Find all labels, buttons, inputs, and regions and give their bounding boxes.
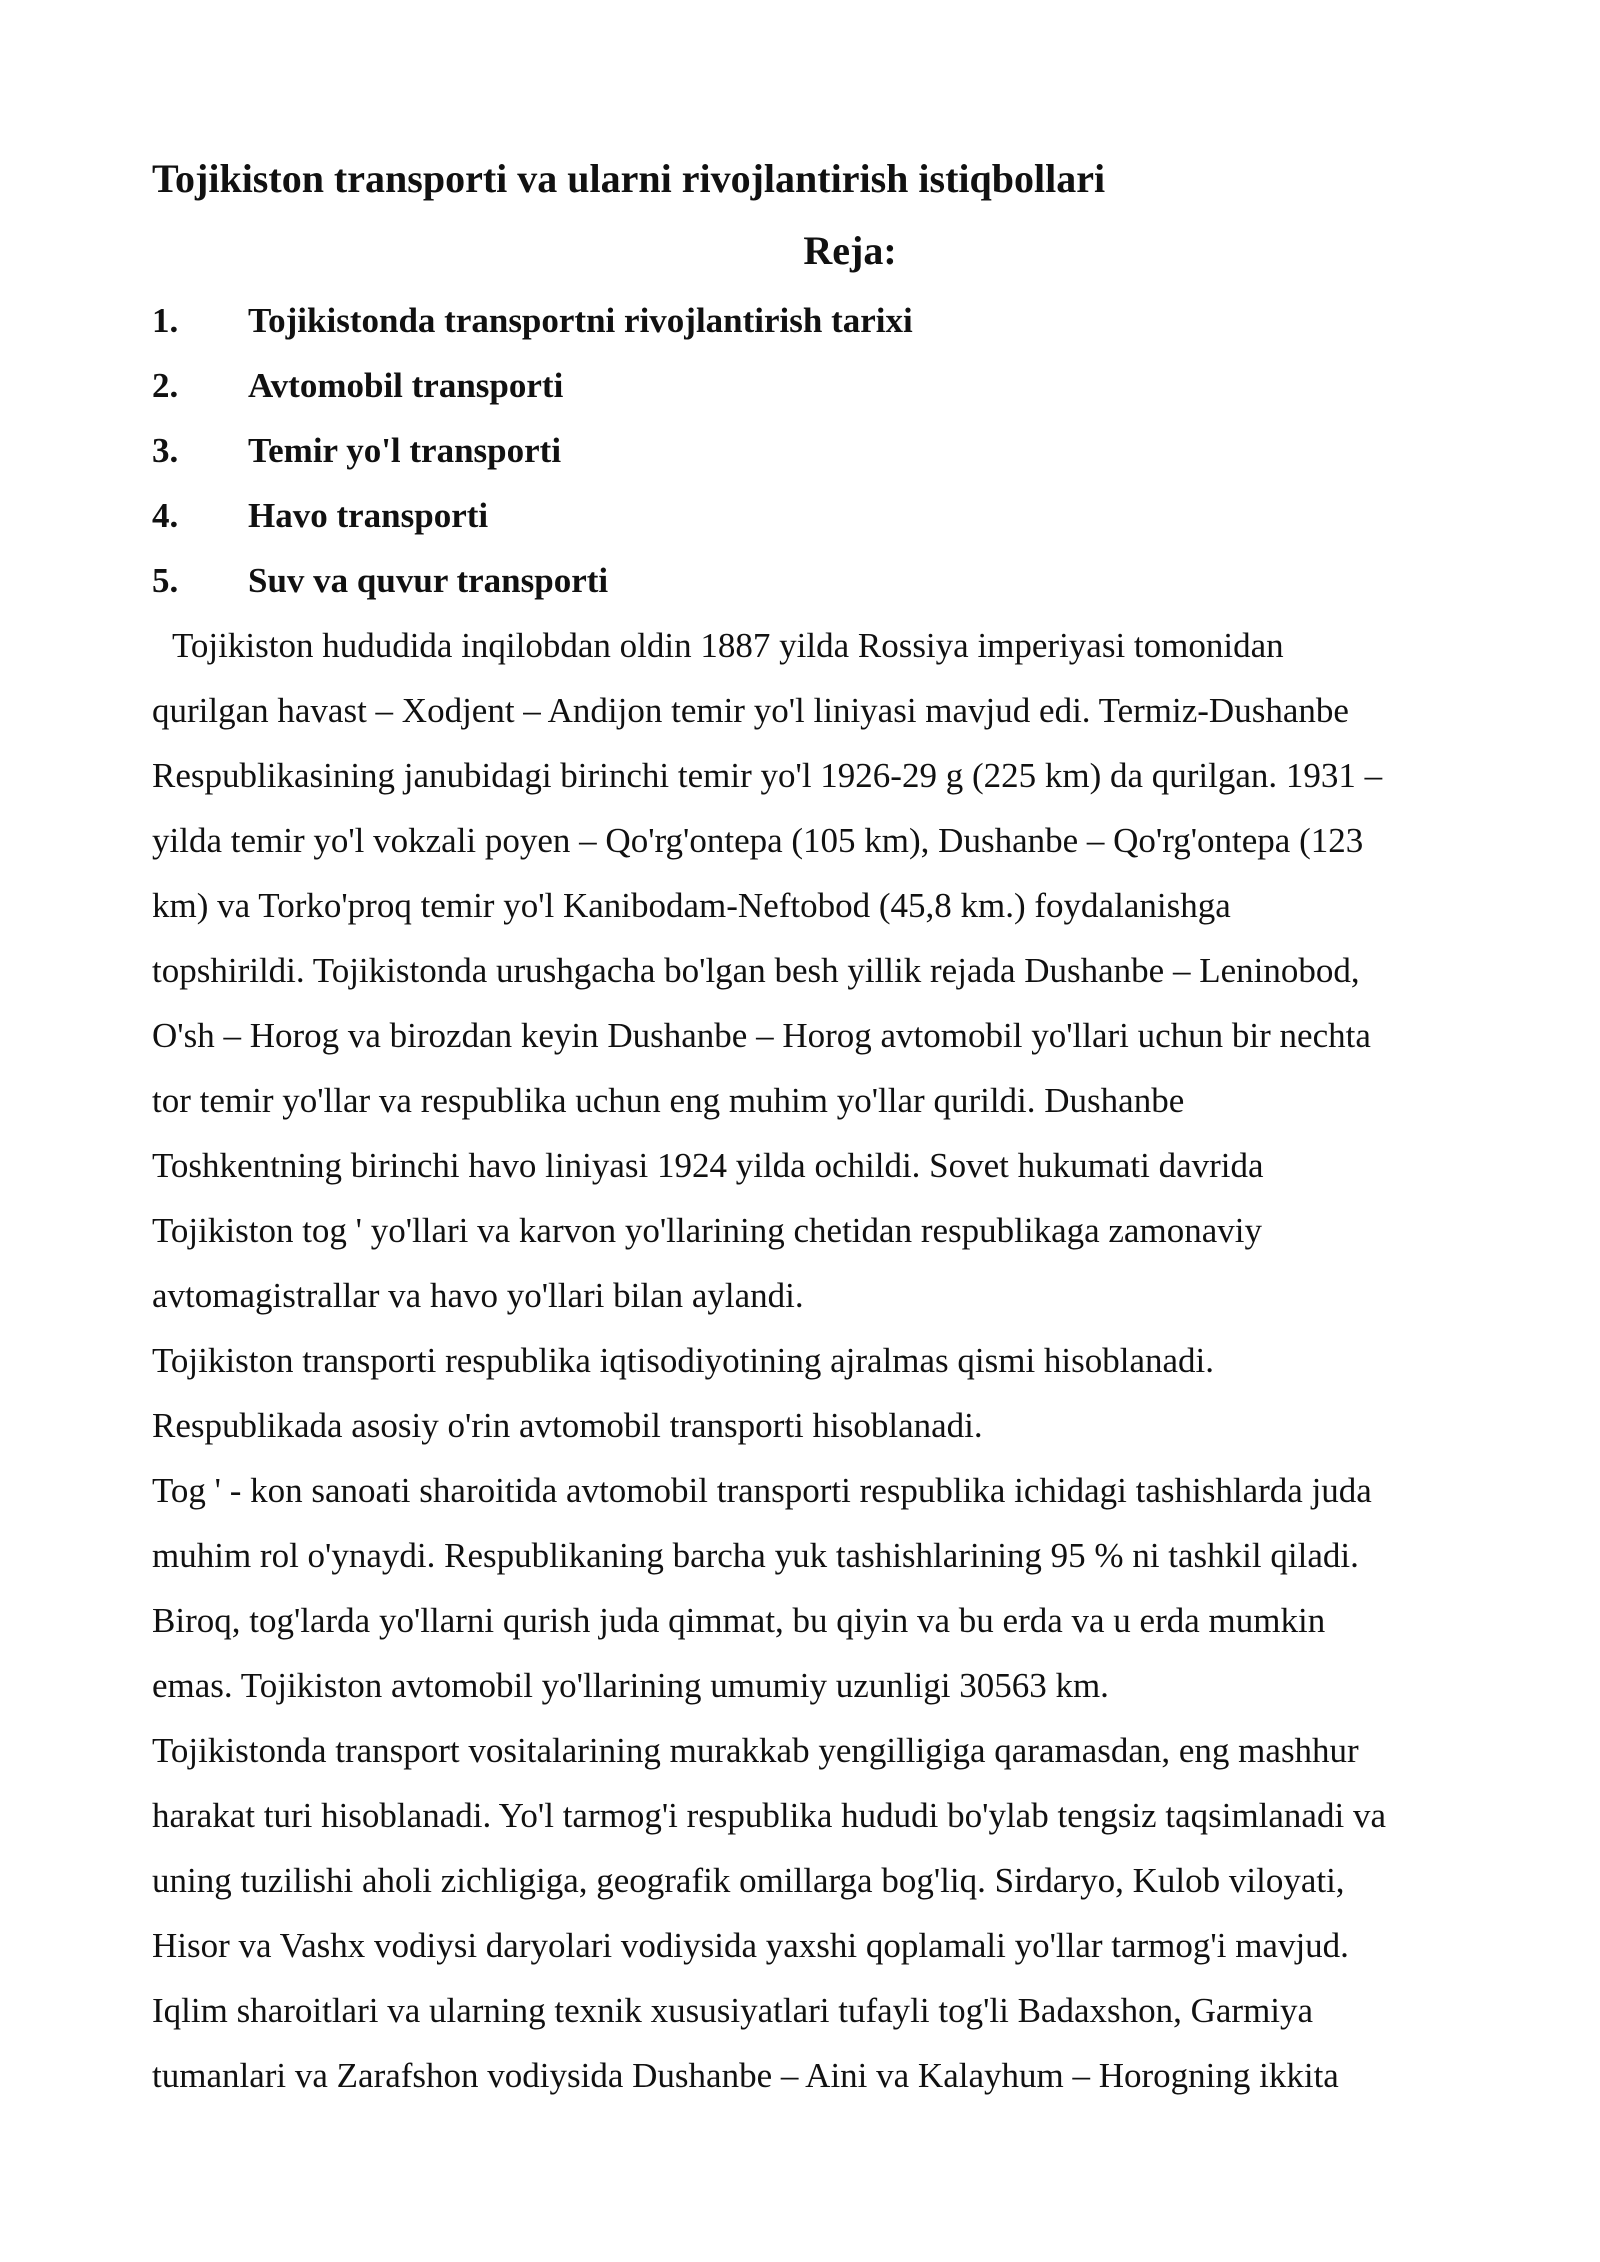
paragraph-line: avtomagistrallar va havo yo'llari bilan aylandi. [152, 1276, 804, 1315]
paragraph-line: emas. Tojikiston avtomobil yo'llarining umumiy uzunligi 30563 km. [152, 1666, 1109, 1705]
plan-item [152, 353, 1492, 418]
paragraph-line: Tojikistonda transport vositalarining murakkab yengilligiga qaramasdan, eng mashhur [152, 1731, 1359, 1770]
plan-item-number: 4. [152, 496, 179, 535]
paragraph-line: Tojikiston hududida inqilobdan oldin 1887 yilda Rossiya imperiyasi tomonidan [172, 626, 1284, 665]
plan-item-number: 5. [152, 561, 179, 600]
paragraph-line: Tog ' - kon sanoati sharoitida avtomobil transporti respublika ichidagi tashishlarda juda [152, 1471, 1372, 1510]
plan-item-text: Temir yo'l transporti [248, 431, 562, 470]
plan-item [152, 288, 1492, 353]
body-paragraph-economy [152, 1328, 1492, 1458]
paragraph-line: km) va Torko'proq temir yo'l Kanibodam-Neftobod (45,8 km.) foydalanishga [152, 886, 1231, 925]
paragraph-line: Respublikada asosiy o'rin avtomobil transporti hisoblanadi. [152, 1406, 983, 1445]
paragraph-line: Hisor va Vashx vodiysi daryolari vodiysida yaxshi qoplamali yo'llar tarmog'i mavjud. [152, 1926, 1349, 1965]
paragraph-line: Toshkentning birinchi havo liniyasi 1924 yilda ochildi. Sovet hukumati davrida [152, 1146, 1264, 1185]
plan-item-number: 2. [152, 366, 179, 405]
plan-item [152, 418, 1492, 483]
plan-item [152, 483, 1492, 548]
plan-item-text: Havo transporti [248, 496, 489, 535]
paragraph-line: qurilgan havast – Xodjent – Andijon temir yo'l liniyasi mavjud edi. Termiz-Dushanbe [152, 691, 1349, 730]
paragraph-line: Biroq, tog'larda yo'llarni qurish juda qimmat, bu qiyin va bu erda va u erda mumkin [152, 1601, 1326, 1640]
plan-item-text: Avtomobil transporti [248, 366, 564, 405]
plan-item-number: 3. [152, 431, 179, 470]
paragraph-line: Tojikiston transporti respublika iqtisodiyotining ajralmas qismi hisoblanadi. [152, 1341, 1215, 1380]
paragraph-line: muhim rol o'ynaydi. Respublikaning barcha yuk tashishlarining 95 % ni tashkil qiladi. [152, 1536, 1359, 1575]
plan-item-number: 1. [152, 301, 179, 340]
plan-list [152, 288, 1492, 613]
plan-item [152, 548, 1492, 613]
paragraph-line: tor temir yo'llar va respublika uchun eng muhim yo'llar qurildi. Dushanbe [152, 1081, 1185, 1120]
document-content [152, 150, 1492, 2108]
body-paragraph-history [152, 613, 1492, 1328]
paragraph-line: Tojikiston tog ' yo'llari va karvon yo'llarining chetidan respublikaga zamonaviy [152, 1211, 1262, 1250]
paragraph-line: harakat turi hisoblanadi. Yo'l tarmog'i respublika hududi bo'ylab tengsiz taqsimlanadi va [152, 1796, 1386, 1835]
paragraph-line: Iqlim sharoitlari va ularning texnik xususiyatlari tufayli tog'li Badaxshon, Garmiya [152, 1991, 1314, 2030]
document-title: Tojikiston transporti va ularni rivojlantirish istiqbollari [152, 156, 1106, 201]
body-paragraph-road-network [152, 1718, 1492, 2108]
paragraph-line: tumanlari va Zarafshon vodiysida Dushanbe – Aini va Kalayhum – Horogning ikkita [152, 2056, 1339, 2095]
plan-heading: Reja: [803, 228, 897, 273]
plan-item-text: Tojikistonda transportni rivojlantirish tarixi [248, 301, 913, 340]
plan-item-text: Suv va quvur transporti [248, 561, 609, 600]
paragraph-line: uning tuzilishi aholi zichligiga, geografik omillarga bog'liq. Sirdaryo, Kulob viloyati, [152, 1861, 1345, 1900]
paragraph-line: Respublikasining janubidagi birinchi temir yo'l 1926-29 g (225 km) da qurilgan. 1931 – [152, 756, 1383, 795]
paragraph-line: O'sh – Horog va birozdan keyin Dushanbe – Horog avtomobil yo'llari uchun bir nechta [152, 1016, 1371, 1055]
paragraph-line: topshirildi. Tojikistonda urushgacha bo'lgan besh yillik rejada Dushanbe – Leninobod, [152, 951, 1360, 990]
paragraph-line: yilda temir yo'l vokzali poyen – Qo'rg'ontepa (105 km), Dushanbe – Qo'rg'ontepa (123 [152, 821, 1364, 860]
body-paragraph-road-transport [152, 1458, 1492, 1718]
